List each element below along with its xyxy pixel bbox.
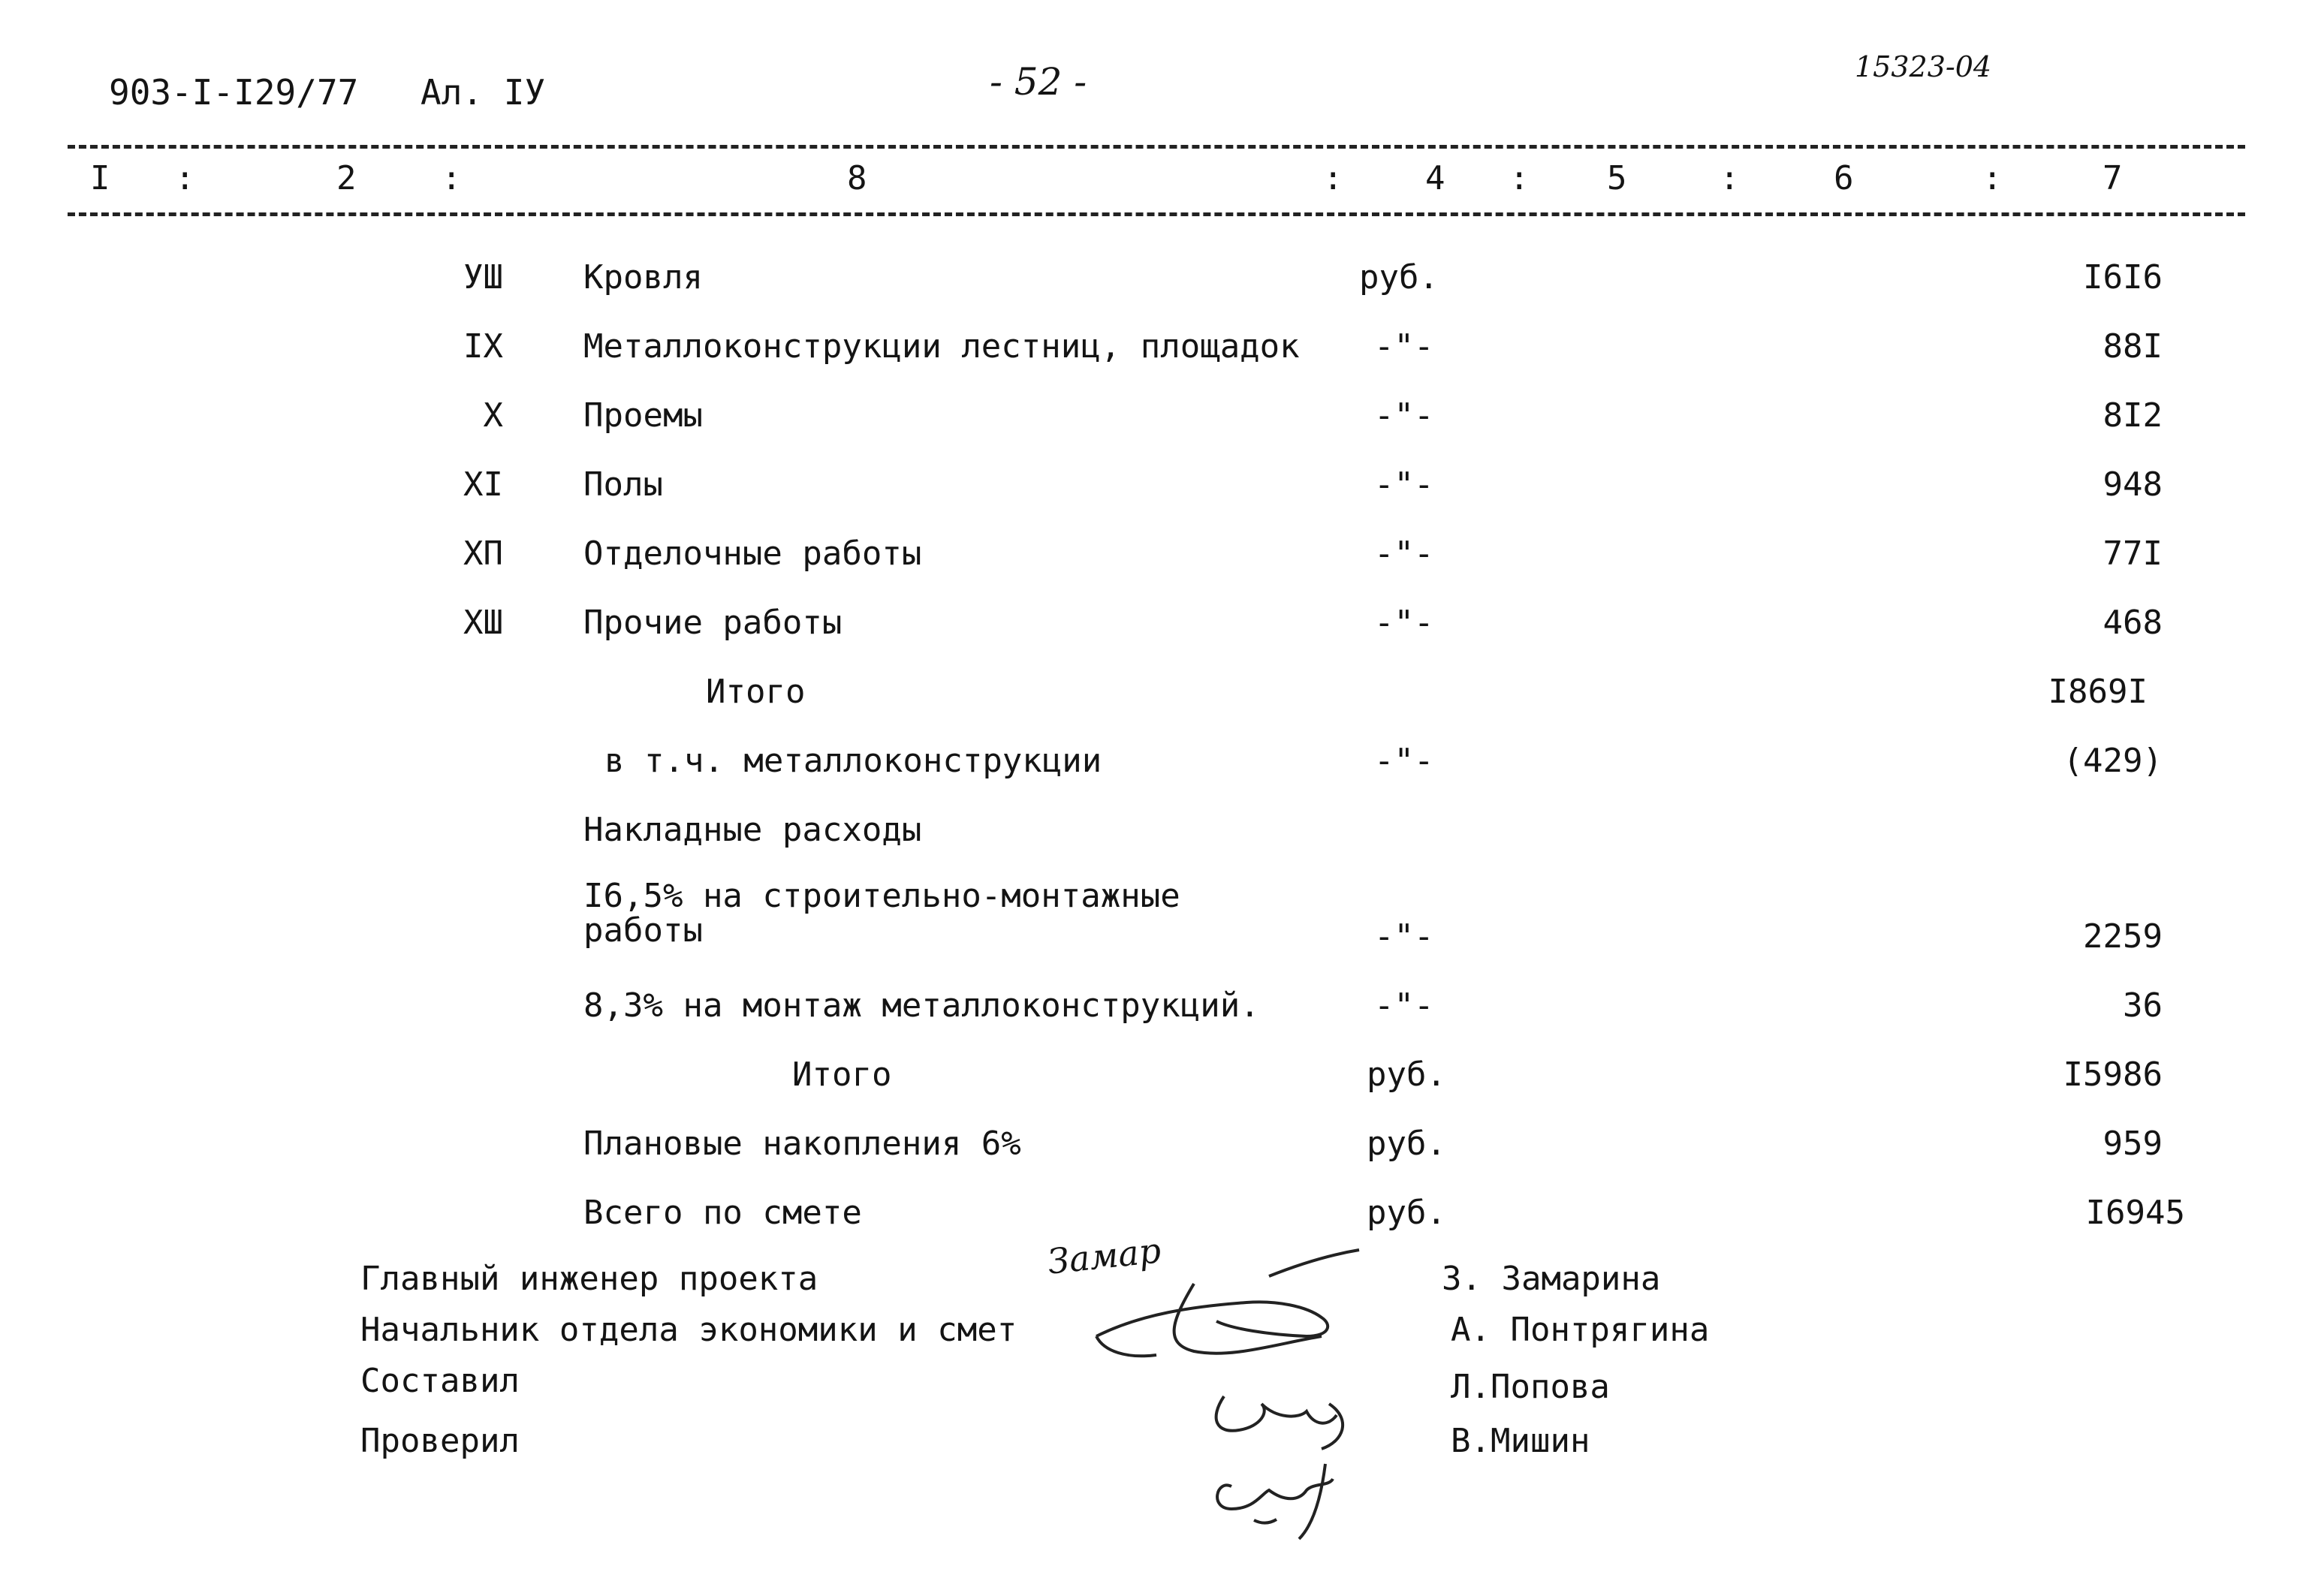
metal-value: (429) (2063, 742, 2163, 780)
document-code: 903-I-I29/77 (109, 72, 359, 113)
row-name: Полы (583, 465, 663, 504)
planned-label: Плановые накопления 6% (583, 1125, 1021, 1163)
row-unit: руб. (1359, 258, 1439, 297)
col-4: 4 (1425, 159, 1445, 197)
row-value: I6I6 (2083, 258, 2163, 297)
row-number: XI (463, 465, 503, 504)
col-sep: : (175, 159, 195, 197)
subtotal-value: I869I (2048, 673, 2148, 711)
row-name: Отделочные работы (583, 535, 922, 573)
col-5: 5 (1607, 159, 1627, 197)
row-number: УШ (463, 258, 503, 297)
row-unit: -"- (1374, 465, 1434, 504)
row-value: 88I (2103, 327, 2163, 366)
row-name: Кровля (583, 258, 703, 297)
overhead-label: Накладные расходы (583, 811, 922, 849)
overhead-line1-unit: -"- (1374, 917, 1434, 956)
col-3: 8 (847, 159, 867, 197)
signature-role: Главный инженер проекта (360, 1260, 818, 1298)
signature-name: А. Понтрягина (1451, 1311, 1710, 1349)
col-1: I (90, 159, 110, 197)
total-label: Итого (792, 1055, 892, 1094)
signature-role: Составил (360, 1362, 520, 1400)
col-sep: : (442, 159, 462, 197)
col-sep: : (1323, 159, 1343, 197)
row-name: Проемы (583, 396, 703, 435)
overhead-line2: 8,3% на монтаж металлоконструкций. (583, 986, 1260, 1025)
signature-role: Проверил (360, 1422, 520, 1460)
overhead-line2-unit: -"- (1374, 986, 1434, 1025)
overhead-line1-cont: работы (583, 911, 703, 950)
row-name: Металлоконструкции лестниц, площадок (583, 327, 1300, 366)
row-value: 948 (2103, 465, 2163, 504)
page-number: - 52 - (990, 60, 1087, 104)
col-7: 7 (2103, 159, 2123, 197)
planned-value: 959 (2103, 1125, 2163, 1163)
row-number: XП (463, 535, 503, 573)
total-value: I5986 (2063, 1055, 2163, 1094)
row-number: IX (463, 327, 503, 366)
planned-unit: руб. (1367, 1125, 1446, 1163)
overhead-line1-value: 2259 (2083, 917, 2163, 956)
metal-label: в т.ч. металлоконструкции (604, 742, 1102, 780)
row-value: 77I (2103, 535, 2163, 573)
row-number: X (483, 396, 503, 435)
col-sep: : (1982, 159, 2003, 197)
row-value: 468 (2103, 604, 2163, 642)
col-sep: : (1720, 159, 1740, 197)
row-name: Прочие работы (583, 604, 843, 642)
grand-total-unit: руб. (1367, 1194, 1446, 1232)
signature-name: З. Замарина (1442, 1260, 1661, 1298)
col-6: 6 (1834, 159, 1854, 197)
signature-name: В.Мишин (1451, 1422, 1590, 1460)
total-unit: руб. (1367, 1055, 1446, 1094)
overhead-line2-value: 36 (2123, 986, 2163, 1025)
handwritten-signature-text: Замар (1045, 1230, 1163, 1282)
top-divider (68, 145, 2245, 149)
row-unit: -"- (1374, 327, 1434, 366)
subtotal-label: Итого (706, 673, 806, 711)
row-value: 8I2 (2103, 396, 2163, 435)
row-unit: -"- (1374, 535, 1434, 573)
grand-total-label: Всего по смете (583, 1194, 862, 1232)
row-unit: -"- (1374, 604, 1434, 642)
metal-unit: -"- (1374, 742, 1434, 780)
album-label: Ал. IУ (421, 72, 546, 113)
header-divider (68, 212, 2245, 216)
row-unit: -"- (1374, 396, 1434, 435)
grand-total-value: I6945 (2085, 1194, 2185, 1232)
signature-role: Начальник отдела экономики и смет (360, 1311, 1017, 1349)
handwritten-signature (1081, 1231, 1607, 1561)
row-number: XШ (463, 604, 503, 642)
overhead-line1: I6,5% на строительно-монтажные (583, 877, 1180, 915)
col-2: 2 (336, 159, 357, 197)
signature-name: Л.Попова (1451, 1368, 1610, 1406)
reference-number: 15323-04 (1855, 50, 1992, 83)
col-sep: : (1509, 159, 1530, 197)
